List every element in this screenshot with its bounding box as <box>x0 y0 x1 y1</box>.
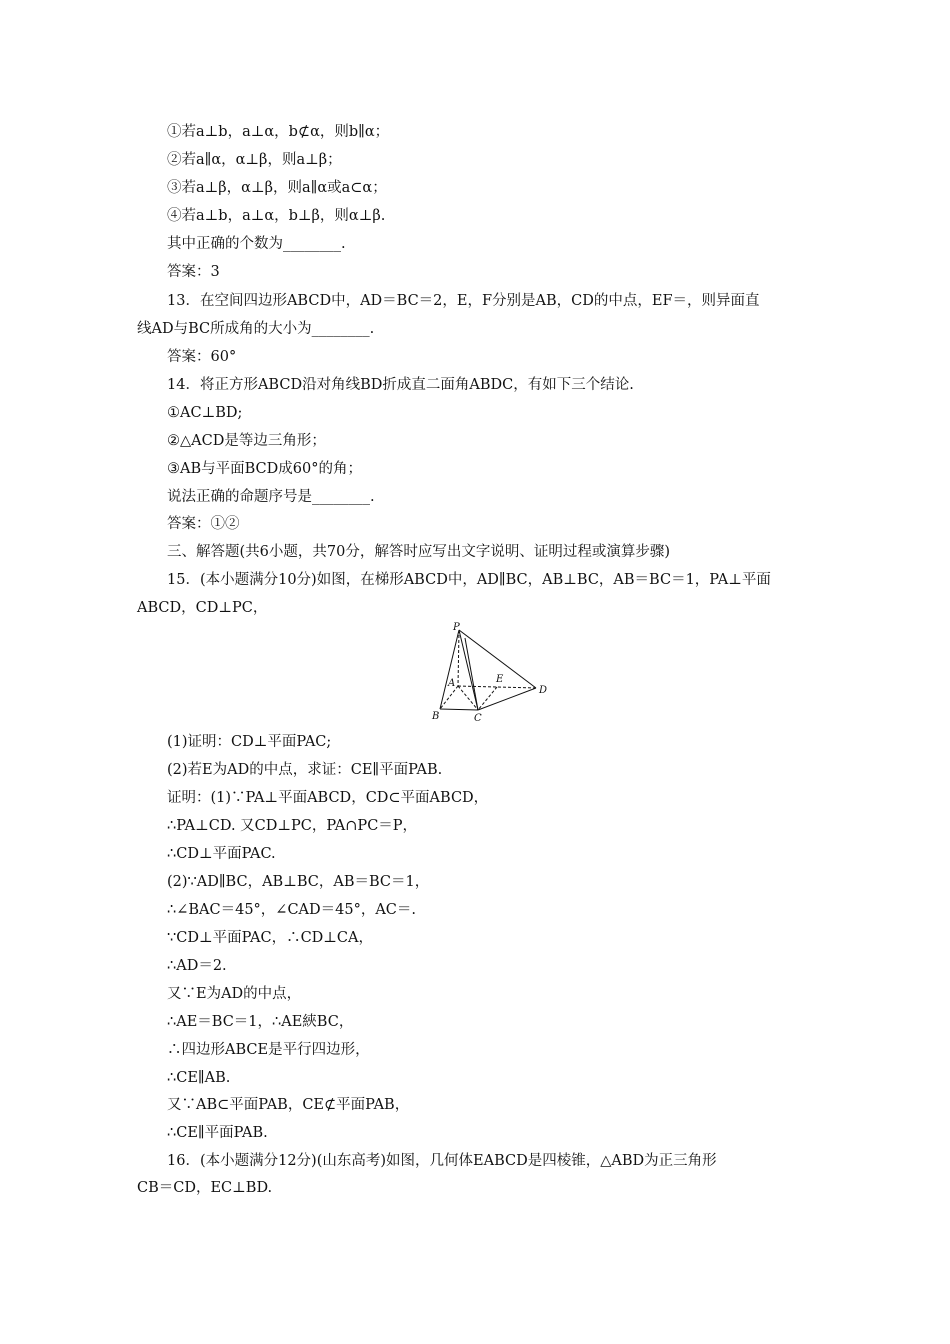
question-15: 15．(本小题满分10分)如图，在梯形ABCD中，AD∥BC，AB⊥BC，AB＝BC＝1，PA⊥平面 <box>167 572 771 588</box>
question-15-cont: ABCD，CD⊥PC， <box>137 600 268 616</box>
edge-bc <box>440 709 478 710</box>
question-16: 16．(本小题满分12分)(山东高考)如图，几何体EABCD是四棱锥，△ABD为正三角形 <box>167 1153 717 1169</box>
proof-line-13: ∴CE∥平面PAB. <box>167 1125 268 1141</box>
label-c: C <box>474 713 482 724</box>
label-e: E <box>496 674 504 685</box>
proof-line-4: (2)∵AD∥BC，AB⊥BC，AB＝BC＝1， <box>167 874 430 890</box>
label-p: P <box>453 622 460 633</box>
question-16-cont: CB＝CD，EC⊥BD. <box>137 1180 273 1196</box>
edge-pc-inner <box>465 638 478 710</box>
question-13: 13．在空间四边形ABCD中，AD＝BC＝2，E，F分别是AB，CD的中点，EF＝，则异面直 <box>167 293 760 309</box>
text-line-3: ③若a⊥β，α⊥β，则a∥α或a⊂α； <box>167 180 387 196</box>
answer-12: 答案：3 <box>167 264 220 280</box>
proof-line-11: ∴CE∥AB. <box>167 1070 231 1086</box>
proof-line-7: ∴AD＝2. <box>167 958 227 974</box>
edge-pa-hidden <box>458 630 459 686</box>
text-line-4: ④若a⊥b，a⊥α，b⊥β，则α⊥β. <box>167 208 386 224</box>
answer-13: 答案：60° <box>167 349 237 365</box>
text-line-1: ①若a⊥b，a⊥α，b⊄α，则b∥α； <box>167 124 390 140</box>
statement-14-2: ②△ACD是等边三角形； <box>167 433 326 449</box>
proof-line-12: 又∵AB⊂平面PAB，CE⊄平面PAB， <box>167 1097 410 1113</box>
text-line-2: ②若a∥α，α⊥β，则a⊥β； <box>167 152 342 168</box>
proof-line-9: ∴AE＝BC＝1，∴AE綊BC， <box>167 1014 354 1030</box>
section-heading: 三、解答题(共6小题，共70分，解答时应写出文字说明、证明过程或演算步骤) <box>167 544 670 560</box>
answer-14: 答案：①② <box>167 516 240 532</box>
proof-line-5: ∴∠BAC＝45°，∠CAD＝45°，AC＝. <box>167 902 417 918</box>
statement-14-3: ③AB与平面BCD成60°的角； <box>167 461 362 477</box>
question-14: 14．将正方形ABCD沿对角线BD折成直二面角ABDC，有如下三个结论. <box>167 377 634 393</box>
question-15-part1: (1)证明：CD⊥平面PAC; <box>167 734 332 750</box>
proof-line-3: ∴CD⊥平面PAC. <box>167 846 276 862</box>
text-line-5: 其中正确的个数为________. <box>167 236 346 252</box>
edge-pb <box>440 630 459 709</box>
proof-line-2: ∴PA⊥CD. 又CD⊥PC，PA∩PC＝P， <box>167 818 418 834</box>
statement-14-1: ①AC⊥BD; <box>167 405 243 421</box>
label-d: D <box>539 685 548 696</box>
label-a: A <box>448 678 456 689</box>
pyramid-figure <box>428 620 558 725</box>
proof-line-8: 又∵E为AD的中点， <box>167 986 302 1002</box>
question-14-prompt: 说法正确的命题序号是________. <box>167 489 375 505</box>
proof-line-1: 证明：(1)∵PA⊥平面ABCD，CD⊂平面ABCD， <box>167 790 489 806</box>
proof-line-6: ∵CD⊥平面PAC，∴CD⊥CA， <box>167 930 373 946</box>
question-13-cont: 线AD与BC所成角的大小为________. <box>137 321 375 337</box>
proof-line-10: ∴四边形ABCE是平行四边形， <box>167 1042 370 1058</box>
label-b: B <box>432 711 440 722</box>
question-15-part2: (2)若E为AD的中点，求证：CE∥平面PAB. <box>167 762 443 778</box>
